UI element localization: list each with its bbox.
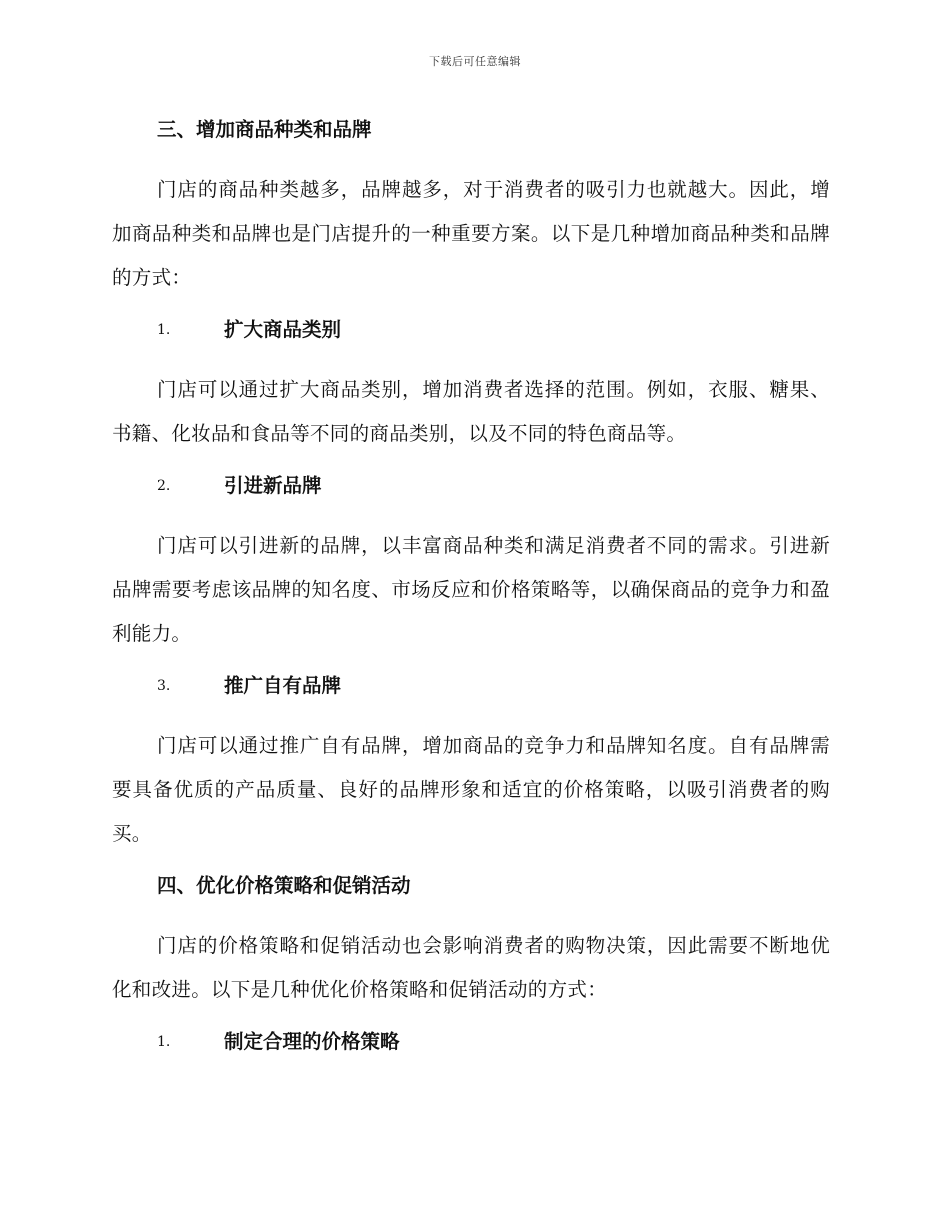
list-item-body: 门店可以通过推广自有品牌，增加商品的竞争力和品牌知名度。自有品牌需要具备优质的产品质量、良好的品牌形象和适宜的价格策略，以吸引消费者的购买。: [112, 734, 830, 845]
list-item-body: 门店可以通过扩大商品类别，增加消费者选择的范围。例如，衣服、糖果、书籍、化妆品和食品等不同的商品类别，以及不同的特色商品等。: [112, 378, 830, 445]
section-intro-paragraph: 门店的价格策略和促销活动也会影响消费者的购物决策，因此需要不断地优化和改进。以下是几种优化价格策略和促销活动的方式：: [112, 934, 830, 1001]
list-number: 1.: [157, 322, 171, 338]
list-title: 扩大商品类别: [224, 318, 342, 341]
list-item-heading: [112, 1024, 830, 1060]
document-body: [112, 112, 830, 1080]
section-heading: 三、增加商品种类和品牌: [157, 118, 372, 141]
section-intro-paragraph: 门店的商品种类越多，品牌越多，对于消费者的吸引力也就越大。因此，增加商品种类和品牌也是门店提升的一种重要方案。以下是几种增加商品种类和品牌的方式：: [112, 178, 830, 289]
list-title: 推广自有品牌: [224, 674, 342, 697]
list-number: 2.: [157, 478, 171, 494]
list-number: 1.: [157, 1034, 171, 1050]
page-header: 下载后可任意编辑: [429, 55, 521, 68]
list-item-heading: [112, 468, 830, 504]
list-item-heading: [112, 668, 830, 704]
list-item-body: 门店可以引进新的品牌，以丰富商品种类和满足消费者不同的需求。引进新品牌需要考虑该品牌的知名度、市场反应和价格策略等，以确保商品的竞争力和盈利能力。: [112, 534, 830, 645]
list-number: 3.: [157, 678, 171, 694]
section-4: [112, 868, 830, 1060]
section-heading: 四、优化价格策略和促销活动: [157, 874, 411, 897]
list-title: 引进新品牌: [224, 474, 322, 497]
list-item-heading: [112, 312, 830, 348]
list-title: 制定合理的价格策略: [224, 1030, 400, 1053]
section-3: [112, 112, 830, 856]
